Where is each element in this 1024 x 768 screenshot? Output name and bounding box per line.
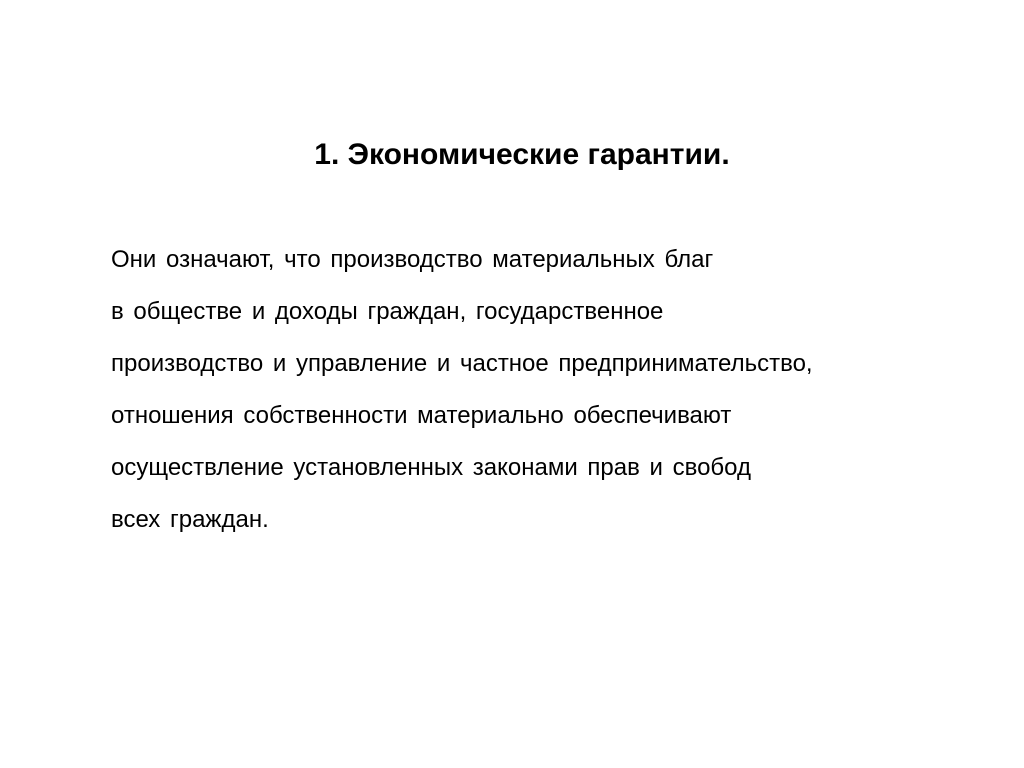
body-line: производство и управление и частное предпринимательство, xyxy=(111,350,813,377)
body-line: в обществе и доходы граждан, государственное xyxy=(111,298,664,325)
body-line: осуществление установленных законами прав и свобод xyxy=(111,454,751,481)
body-line: Они означают, что производство материальных благ xyxy=(111,246,714,273)
slide-body-text xyxy=(111,234,991,546)
body-line: отношения собственности материально обеспечивают xyxy=(111,402,732,429)
slide-title: 1. Экономические гарантии. xyxy=(314,138,730,171)
body-line: всех граждан. xyxy=(111,506,269,533)
